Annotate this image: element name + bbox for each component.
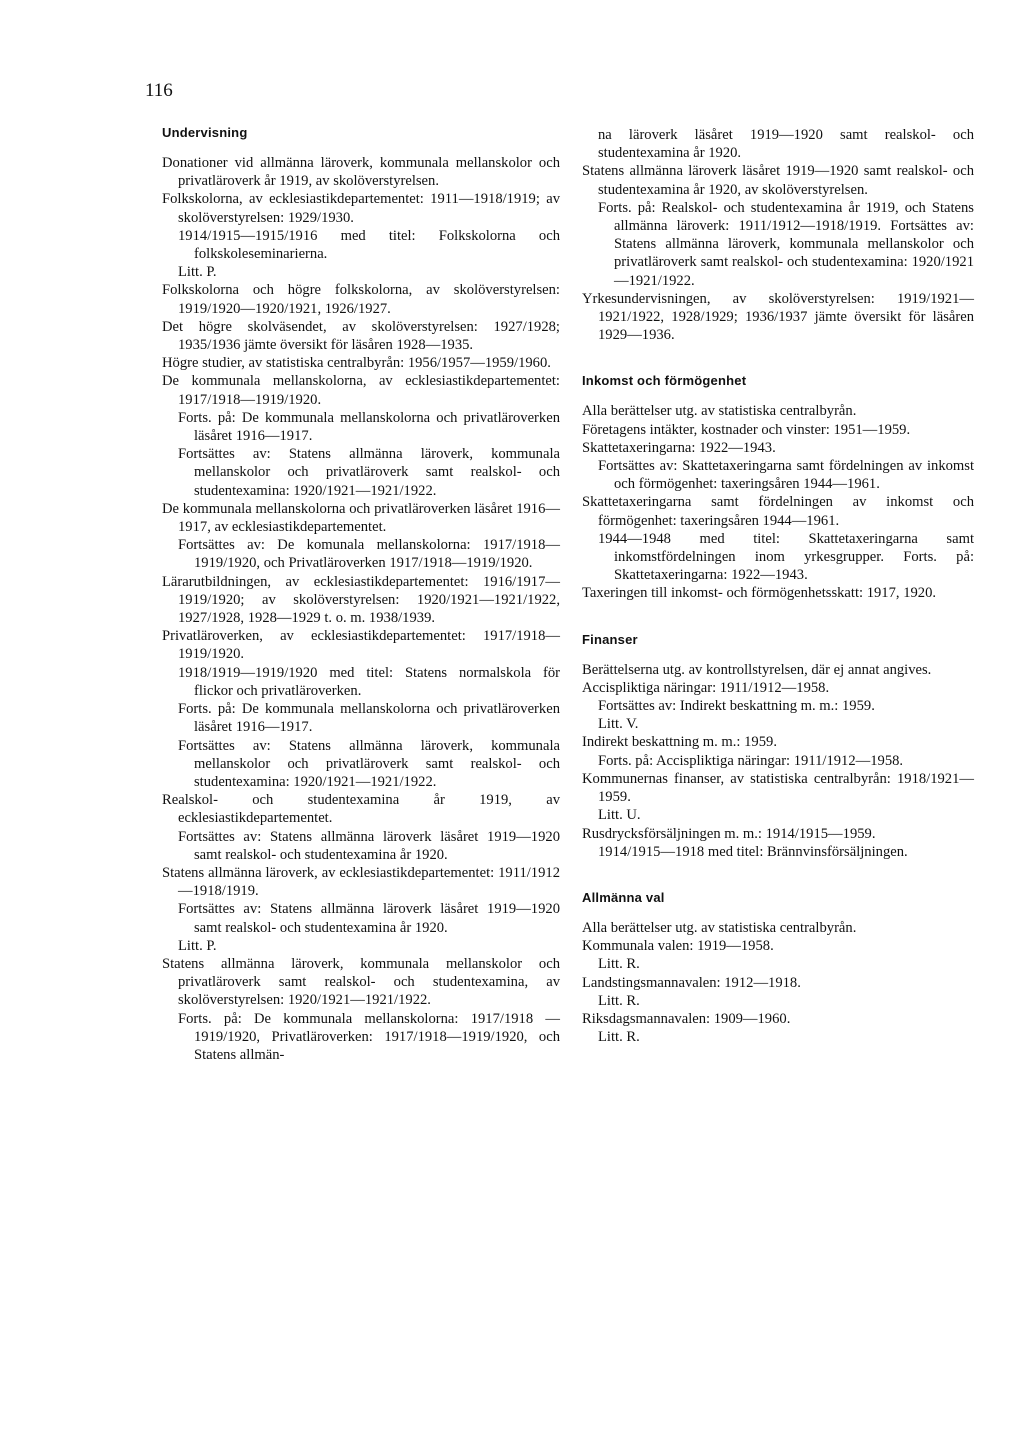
section-paragraphs — [582, 402, 974, 602]
catalog-paragraph: Företagens intäkter, kostnader och vinster: 1951—1959. — [582, 421, 911, 438]
catalog-paragraph: Yrkesundervisningen, av skolöverstyrelsen: 1919/1921—1921/1922, 1928/1929; 1936/1937 jämte översikt för läsåren 1929—1936. — [582, 290, 974, 344]
catalog-paragraph: Forts. på: Realskol- och studentexamina år 1919, och Statens allmänna läroverk: 1911/1912—1918/1919. Fortsättes av: Statens allmänna läroverk, kommunala mellanskolor och privatläroverk samt realskol- och studentexamina: 1920/1921—1921/1922. — [598, 199, 974, 289]
catalog-paragraph: Taxeringen till inkomst- och förmögenhetsskatt: 1917, 1920. — [582, 585, 937, 602]
catalog-paragraph: Forts. på: De kommunala mellanskolorna och privatläroverken läsåret 1916—1917. — [178, 701, 560, 736]
catalog-section — [582, 372, 974, 602]
catalog-paragraph: Realskol- och studentexamina år 1919, av ecklesiastikdepartementet. — [162, 792, 560, 827]
catalog-paragraph: Det högre skolväsendet, av skolöverstyrelsen: 1927/1928; 1935/1936 jämte översikt för läsåren 1928—1935. — [162, 318, 560, 354]
catalog-paragraph: Forts. på: De kommunala mellanskolorna: 1917/1918 — 1919/1920, Privatläroverken: 1917/1918—1919/1920, och Statens allmän- — [178, 1010, 560, 1063]
section-heading: Allmänna val — [582, 889, 665, 905]
section-heading: Finanser — [582, 631, 638, 647]
left-column — [162, 124, 560, 1064]
catalog-paragraph: Statens allmänna läroverk, av ecklesiastikdepartementet: 1911/1912—1918/1919. — [162, 864, 560, 900]
catalog-paragraph: Kommunala valen: 1919—1958. — [582, 938, 774, 955]
catalog-paragraph: 1914/1915—1915/1916 med titel: Folkskolorna och folkskoleseminarierna. — [178, 227, 560, 263]
catalog-paragraph: Alla berättelser utg. av statistiska centralbyrån. — [582, 403, 857, 420]
catalog-paragraph: Skattetaxeringarna: 1922—1943. — [582, 439, 776, 456]
catalog-paragraph: Folkskolorna och högre folkskolorna, av skolöverstyrelsen: 1919/1920—1920/1921, 1926/1927. — [162, 282, 560, 317]
catalog-paragraph: Donationer vid allmänna läroverk, kommunala mellanskolor och privatläroverk år 1919, av skolöverstyrelsen. — [162, 155, 560, 190]
catalog-paragraph: Litt. R. — [598, 956, 640, 973]
section-paragraphs — [582, 919, 974, 1046]
catalog-paragraph: Skattetaxeringarna samt fördelningen av inkomst och förmögenhet: taxeringsåren 1944—1961. — [582, 494, 974, 529]
section-heading-undervisning: Undervisning — [162, 125, 248, 140]
catalog-paragraph: Fortsättes av: Statens allmänna läroverk, kommunala mellanskolor och privatläroverk samt realskol- och studentexamina: 1920/1921—1921/1922. — [178, 446, 560, 499]
catalog-paragraph: Accispliktiga näringar: 1911/1912—1958. — [582, 679, 830, 696]
catalog-paragraph: Kommunernas finanser, av statistiska centralbyrån: 1918/1921—1959. — [582, 770, 974, 806]
catalog-paragraph: Riksdagsmannavalen: 1909—1960. — [582, 1010, 791, 1027]
catalog-paragraph: Litt. U. — [598, 807, 641, 824]
catalog-paragraph: 1918/1919—1919/1920 med titel: Statens normalskola för flickor och privatläroverken. — [178, 664, 560, 699]
right-column — [582, 126, 974, 1046]
catalog-paragraph: De kommunala mellanskolorna, av ecklesiastikdepartementet: 1917/1918—1919/1920. — [162, 373, 560, 408]
section-heading: Inkomst och förmögenhet — [582, 373, 747, 389]
catalog-paragraph: Fortsättes av: Statens allmänna läroverk, kommunala mellanskolor och privatläroverk samt realskol- och studentexamina: 1920/1921—1921/1922. — [178, 737, 560, 790]
catalog-paragraph: Forts. på: Accispliktiga näringar: 1911/1912—1958. — [598, 752, 904, 769]
page-number: 116 — [145, 80, 173, 101]
catalog-paragraph: 1944—1948 med titel: Skattetaxeringarna samt inkomstfördelningen inom yrkesgrupper. Forts. på: Skattetaxeringarna: 1922—1943. — [598, 530, 974, 584]
catalog-paragraph: Statens allmänna läroverk läsåret 1919—1920 samt realskol- och studentexamina år 1920, av skolöverstyrelsen. — [582, 163, 974, 198]
right-column-sections — [582, 372, 974, 1046]
catalog-paragraph: Fortsättes av: Statens allmänna läroverk läsåret 1919—1920 samt realskol- och studentexamina år 1920. — [178, 901, 560, 936]
catalog-paragraph: Litt. P. — [178, 264, 217, 281]
right-column-continuation — [582, 126, 974, 344]
catalog-paragraph: Litt. V. — [598, 716, 639, 733]
catalog-paragraph: Privatläroverken, av ecklesiastikdepartementet: 1917/1918—1919/1920. — [162, 628, 560, 663]
catalog-section — [582, 631, 974, 861]
catalog-paragraph: Fortsättes av: Statens allmänna läroverk läsåret 1919—1920 samt realskol- och studentexamina år 1920. — [178, 828, 560, 863]
catalog-paragraph: Berättelserna utg. av kontrollstyrelsen, där ej annat angives. — [582, 661, 932, 678]
catalog-section — [582, 889, 974, 1046]
catalog-paragraph: Lärarutbildningen, av ecklesiastikdepartementet: 1916/1917—1919/1920; av skolöverstyrelsen: 1920/1921—1921/1922, 1927/1928, 1928—1929 t. o. m. 1938/1939. — [162, 573, 560, 627]
catalog-paragraph: Folkskolorna, av ecklesiastikdepartementet: 1911—1918/1919; av skolöverstyrelsen: 1929/1930. — [162, 191, 560, 226]
catalog-paragraph: Indirekt beskattning m. m.: 1959. — [582, 734, 777, 751]
catalog-paragraph: De kommunala mellanskolorna och privatläroverken läsåret 1916—1917, av ecklesiastikdepartementet. — [162, 500, 560, 536]
catalog-paragraph: Litt. P. — [178, 937, 217, 954]
left-column-paragraphs — [162, 154, 560, 1064]
catalog-paragraph: Litt. R. — [598, 992, 640, 1009]
catalog-paragraph: Fortsättes av: De komunala mellanskolorna: 1917/1918—1919/1920, och Privatläroverken 1917/1918—1919/1920. — [178, 537, 560, 572]
section-paragraphs — [582, 661, 974, 861]
catalog-paragraph: na läroverk läsåret 1919—1920 samt realskol- och studentexamina år 1920. — [598, 127, 974, 162]
catalog-paragraph: Landstingsmannavalen: 1912—1918. — [582, 974, 801, 991]
catalog-paragraph: Högre studier, av statistiska centralbyrån: 1956/1957—1959/1960. — [162, 355, 551, 372]
catalog-paragraph: Fortsättes av: Indirekt beskattning m. m.: 1959. — [598, 698, 875, 715]
catalog-paragraph: 1914/1915—1918 med titel: Brännvinsförsäljningen. — [598, 843, 908, 860]
catalog-paragraph: Statens allmänna läroverk, kommunala mellanskolor och privatläroverk samt realskol- och studentexamina, av skolöverstyrelsen: 1920/1921—1921/1922. — [162, 955, 560, 1009]
catalog-paragraph: Rusdrycksförsäljningen m. m.: 1914/1915—1959. — [582, 825, 876, 842]
catalog-paragraph: Litt. R. — [598, 1029, 640, 1046]
catalog-paragraph: Alla berättelser utg. av statistiska centralbyrån. — [582, 919, 857, 936]
catalog-paragraph: Fortsättes av: Skattetaxeringarna samt fördelningen av inkomst och förmögenhet: taxeringsåren 1944—1961. — [598, 458, 974, 493]
catalog-paragraph: Forts. på: De kommunala mellanskolorna och privatläroverken läsåret 1916—1917. — [178, 409, 560, 445]
